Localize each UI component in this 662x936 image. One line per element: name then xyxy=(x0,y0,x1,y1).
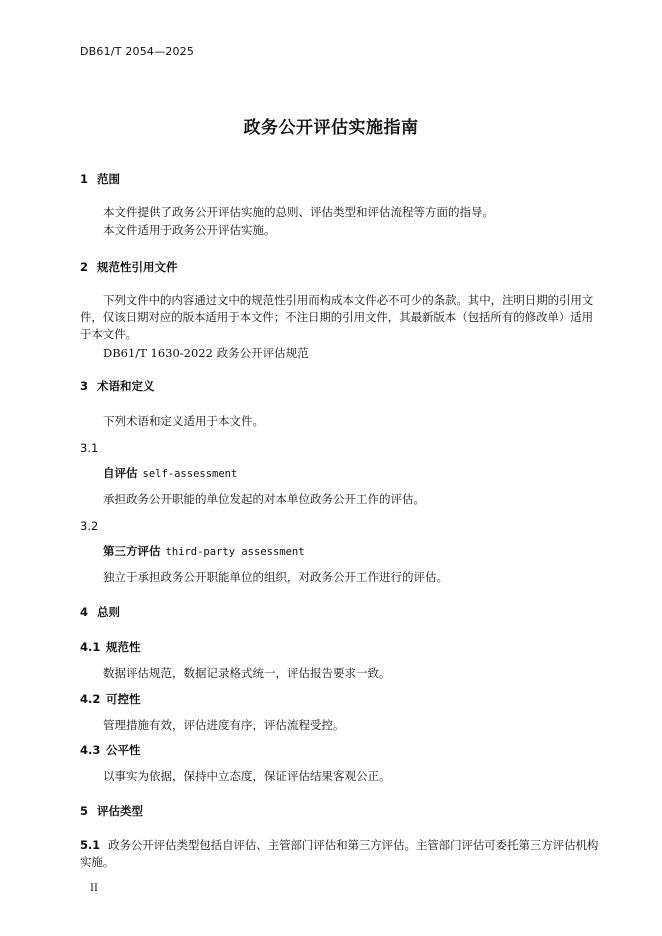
paragraph: 本文件适用于政务公开评估实施。 xyxy=(103,223,276,237)
paragraph: 数据评估规范，数据记录格式统一，评估报告要求一致。 xyxy=(103,666,391,680)
paragraph: 本文件提供了政务公开评估实施的总则、评估类型和评估流程等方面的指导。 xyxy=(103,205,494,219)
page-number: II xyxy=(90,883,98,894)
document-title: 政务公开评估实施指南 xyxy=(243,118,419,138)
section-5-heading xyxy=(80,806,143,818)
section-number: 3 xyxy=(80,379,89,393)
paragraph: 以事实为依据，保持中立态度，保证评估结果客观公正。 xyxy=(103,769,391,783)
section-4-heading xyxy=(80,607,120,619)
clause-number: 4.3 xyxy=(80,743,101,757)
document-code: DB61/T 2054—2025 xyxy=(80,45,195,58)
term-definition: 承担政务公开职能的单位发起的对本单位政务公开工作的评估。 xyxy=(103,492,425,506)
section-number: 2 xyxy=(80,260,89,274)
term-en: third-party assessment xyxy=(165,546,305,558)
term-number: 3.1 xyxy=(80,441,99,455)
section-title: 总则 xyxy=(97,605,120,619)
clause-5-1-paragraph xyxy=(80,837,602,871)
term-definition: 独立于承担政务公开职能单位的组织，对政务公开工作进行的评估。 xyxy=(103,570,448,584)
clause-4-2-heading xyxy=(80,694,141,706)
clause-number: 4.2 xyxy=(80,692,101,706)
clause-title: 规范性 xyxy=(106,640,141,654)
section-number: 4 xyxy=(80,605,89,619)
paragraph: 管理措施有效，评估进度有序，评估流程受控。 xyxy=(103,718,345,732)
clause-number: 5.1 xyxy=(80,838,101,852)
reference-item: DB61/T 1630-2022 政务公开评估规范 xyxy=(103,346,309,360)
section-title: 术语和定义 xyxy=(97,379,155,393)
section-title: 评估类型 xyxy=(97,804,143,818)
section-number: 1 xyxy=(80,172,89,186)
term-zh: 自评估 xyxy=(103,466,138,480)
clause-title: 可控性 xyxy=(106,692,141,706)
term-entry xyxy=(103,468,237,480)
section-number: 5 xyxy=(80,804,89,818)
term-en: self-assessment xyxy=(142,468,238,480)
section-3-heading xyxy=(80,381,155,393)
section-2-heading xyxy=(80,262,178,274)
clause-4-1-heading xyxy=(80,642,141,654)
term-entry xyxy=(103,546,305,558)
clause-text: 政务公开评估类型包括自评估、主管部门评估和第三方评估。主管部门评估可委托第三方评估机构实施。 xyxy=(80,838,599,869)
term-number: 3.2 xyxy=(80,519,99,533)
paragraph: 下列术语和定义适用于本文件。 xyxy=(103,414,264,428)
clause-title: 公平性 xyxy=(106,743,141,757)
term-zh: 第三方评估 xyxy=(103,544,161,558)
clause-4-3-heading xyxy=(80,745,141,757)
paragraph: 下列文件中的内容通过文中的规范性引用而构成本文件必不可少的条款。其中，注明日期的引用文件，仅该日期对应的版本适用于本文件；不注日期的引用文件，其最新版本（包括所有的修改单）适用于本文件。 xyxy=(80,293,594,341)
section-title: 范围 xyxy=(97,172,120,186)
section-1-heading xyxy=(80,174,120,186)
section-title: 规范性引用文件 xyxy=(97,260,178,274)
clause-number: 4.1 xyxy=(80,640,101,654)
